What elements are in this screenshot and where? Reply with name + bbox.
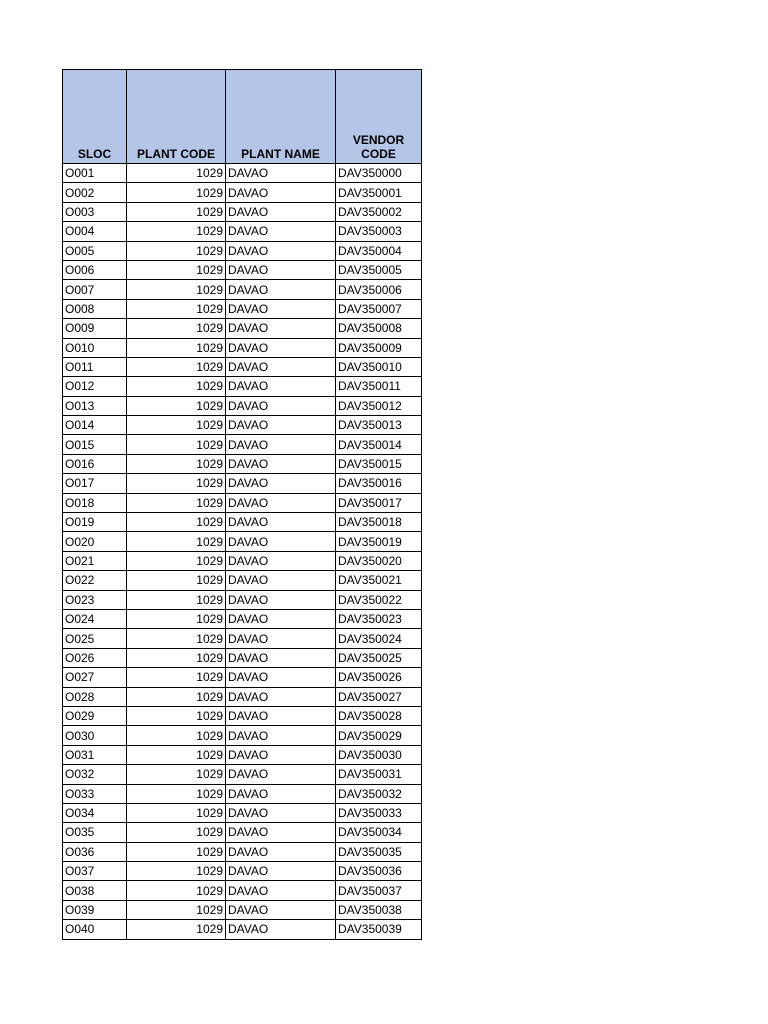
table-row — [63, 493, 422, 512]
table-row — [63, 202, 422, 221]
table-row — [63, 338, 422, 357]
table-row — [63, 900, 422, 919]
cell-sloc: O039 — [63, 900, 127, 919]
cell-plant-name: DAVAO — [226, 532, 336, 551]
cell-plant-name: DAVAO — [226, 900, 336, 919]
cell-sloc: O011 — [63, 357, 127, 376]
table-row — [63, 726, 422, 745]
cell-plant-code: 1029 — [127, 862, 226, 881]
cell-sloc: O008 — [63, 299, 127, 318]
cell-vendor-code: DAV350005 — [336, 260, 422, 279]
header-row — [63, 70, 422, 164]
table-row — [63, 706, 422, 725]
cell-vendor-code: DAV350001 — [336, 183, 422, 202]
table-row — [63, 241, 422, 260]
cell-vendor-code: DAV350002 — [336, 202, 422, 221]
cell-sloc: O037 — [63, 862, 127, 881]
cell-plant-name: DAVAO — [226, 241, 336, 260]
cell-plant-name: DAVAO — [226, 862, 336, 881]
table-row — [63, 784, 422, 803]
cell-sloc: O022 — [63, 571, 127, 590]
cell-plant-name: DAVAO — [226, 609, 336, 628]
cell-plant-name: DAVAO — [226, 784, 336, 803]
cell-vendor-code: DAV350039 — [336, 920, 422, 939]
cell-plant-code: 1029 — [127, 357, 226, 376]
cell-sloc: O038 — [63, 881, 127, 900]
cell-sloc: O001 — [63, 164, 127, 183]
cell-sloc: O006 — [63, 260, 127, 279]
cell-plant-name: DAVAO — [226, 454, 336, 473]
cell-plant-name: DAVAO — [226, 164, 336, 183]
table-row — [63, 532, 422, 551]
cell-plant-name: DAVAO — [226, 765, 336, 784]
table-row — [63, 377, 422, 396]
cell-sloc: O035 — [63, 823, 127, 842]
cell-plant-code: 1029 — [127, 803, 226, 822]
cell-plant-name: DAVAO — [226, 687, 336, 706]
cell-vendor-code: DAV350034 — [336, 823, 422, 842]
cell-plant-code: 1029 — [127, 551, 226, 570]
cell-plant-name: DAVAO — [226, 726, 336, 745]
cell-vendor-code: DAV350003 — [336, 222, 422, 241]
cell-plant-code: 1029 — [127, 571, 226, 590]
cell-vendor-code: DAV350035 — [336, 842, 422, 861]
table-row — [63, 823, 422, 842]
cell-vendor-code: DAV350000 — [336, 164, 422, 183]
header-plant-name: PLANT NAME — [226, 70, 336, 164]
cell-sloc: O024 — [63, 609, 127, 628]
table-row — [63, 668, 422, 687]
cell-vendor-code: DAV350030 — [336, 745, 422, 764]
cell-plant-name: DAVAO — [226, 493, 336, 512]
table-row — [63, 416, 422, 435]
cell-plant-code: 1029 — [127, 474, 226, 493]
header-sloc: SLOC — [63, 70, 127, 164]
cell-plant-code: 1029 — [127, 260, 226, 279]
cell-plant-name: DAVAO — [226, 202, 336, 221]
cell-sloc: O036 — [63, 842, 127, 861]
cell-sloc: O009 — [63, 319, 127, 338]
cell-vendor-code: DAV350018 — [336, 513, 422, 532]
table-row — [63, 881, 422, 900]
cell-plant-name: DAVAO — [226, 377, 336, 396]
cell-plant-code: 1029 — [127, 164, 226, 183]
cell-sloc: O012 — [63, 377, 127, 396]
cell-plant-name: DAVAO — [226, 920, 336, 939]
cell-plant-name: DAVAO — [226, 474, 336, 493]
table-row — [63, 280, 422, 299]
table-row — [63, 474, 422, 493]
table-row — [63, 435, 422, 454]
sloc-table — [62, 69, 422, 940]
cell-vendor-code: DAV350009 — [336, 338, 422, 357]
table-header — [63, 70, 422, 164]
cell-plant-code: 1029 — [127, 319, 226, 338]
cell-plant-name: DAVAO — [226, 222, 336, 241]
cell-plant-code: 1029 — [127, 706, 226, 725]
cell-vendor-code: DAV350012 — [336, 396, 422, 415]
table-row — [63, 260, 422, 279]
table-row — [63, 590, 422, 609]
cell-plant-code: 1029 — [127, 454, 226, 473]
cell-vendor-code: DAV350036 — [336, 862, 422, 881]
table-row — [63, 454, 422, 473]
cell-vendor-code: DAV350031 — [336, 765, 422, 784]
cell-vendor-code: DAV350013 — [336, 416, 422, 435]
cell-vendor-code: DAV350029 — [336, 726, 422, 745]
cell-plant-code: 1029 — [127, 241, 226, 260]
cell-plant-code: 1029 — [127, 299, 226, 318]
table-row — [63, 299, 422, 318]
table-row — [63, 687, 422, 706]
cell-plant-name: DAVAO — [226, 513, 336, 532]
cell-sloc: O020 — [63, 532, 127, 551]
cell-sloc: O005 — [63, 241, 127, 260]
cell-sloc: O031 — [63, 745, 127, 764]
cell-plant-code: 1029 — [127, 920, 226, 939]
cell-plant-name: DAVAO — [226, 280, 336, 299]
table-row — [63, 571, 422, 590]
cell-plant-code: 1029 — [127, 900, 226, 919]
cell-plant-code: 1029 — [127, 823, 226, 842]
header-vendor-code: VENDOR CODE — [336, 70, 422, 164]
cell-vendor-code: DAV350016 — [336, 474, 422, 493]
cell-plant-name: DAVAO — [226, 299, 336, 318]
table-row — [63, 745, 422, 764]
table-row — [63, 648, 422, 667]
cell-plant-name: DAVAO — [226, 396, 336, 415]
cell-plant-code: 1029 — [127, 183, 226, 202]
table-row — [63, 164, 422, 183]
cell-plant-code: 1029 — [127, 493, 226, 512]
cell-sloc: O023 — [63, 590, 127, 609]
header-plant-code: PLANT CODE — [127, 70, 226, 164]
cell-vendor-code: DAV350027 — [336, 687, 422, 706]
cell-vendor-code: DAV350021 — [336, 571, 422, 590]
cell-plant-code: 1029 — [127, 222, 226, 241]
cell-plant-code: 1029 — [127, 765, 226, 784]
cell-plant-name: DAVAO — [226, 842, 336, 861]
cell-sloc: O034 — [63, 803, 127, 822]
cell-plant-name: DAVAO — [226, 745, 336, 764]
cell-plant-code: 1029 — [127, 881, 226, 900]
cell-vendor-code: DAV350032 — [336, 784, 422, 803]
cell-plant-code: 1029 — [127, 590, 226, 609]
cell-vendor-code: DAV350022 — [336, 590, 422, 609]
cell-vendor-code: DAV350015 — [336, 454, 422, 473]
cell-sloc: O013 — [63, 396, 127, 415]
cell-vendor-code: DAV350025 — [336, 648, 422, 667]
cell-plant-name: DAVAO — [226, 571, 336, 590]
cell-plant-name: DAVAO — [226, 590, 336, 609]
cell-sloc: O002 — [63, 183, 127, 202]
cell-plant-name: DAVAO — [226, 435, 336, 454]
table-row — [63, 222, 422, 241]
cell-vendor-code: DAV350024 — [336, 629, 422, 648]
table-row — [63, 862, 422, 881]
cell-sloc: O033 — [63, 784, 127, 803]
cell-sloc: O029 — [63, 706, 127, 725]
cell-plant-code: 1029 — [127, 842, 226, 861]
cell-sloc: O004 — [63, 222, 127, 241]
table-row — [63, 842, 422, 861]
cell-plant-name: DAVAO — [226, 416, 336, 435]
cell-sloc: O019 — [63, 513, 127, 532]
cell-sloc: O030 — [63, 726, 127, 745]
cell-plant-name: DAVAO — [226, 629, 336, 648]
cell-plant-name: DAVAO — [226, 260, 336, 279]
cell-vendor-code: DAV350026 — [336, 668, 422, 687]
cell-plant-code: 1029 — [127, 745, 226, 764]
table-row — [63, 551, 422, 570]
cell-sloc: O018 — [63, 493, 127, 512]
cell-vendor-code: DAV350033 — [336, 803, 422, 822]
cell-plant-code: 1029 — [127, 532, 226, 551]
cell-sloc: O014 — [63, 416, 127, 435]
cell-plant-name: DAVAO — [226, 803, 336, 822]
table-row — [63, 629, 422, 648]
cell-vendor-code: DAV350028 — [336, 706, 422, 725]
cell-plant-name: DAVAO — [226, 319, 336, 338]
cell-plant-name: DAVAO — [226, 881, 336, 900]
table-row — [63, 609, 422, 628]
cell-plant-name: DAVAO — [226, 648, 336, 667]
table-row — [63, 513, 422, 532]
cell-plant-code: 1029 — [127, 202, 226, 221]
table-body — [63, 164, 422, 940]
cell-plant-name: DAVAO — [226, 183, 336, 202]
table-row — [63, 765, 422, 784]
cell-vendor-code: DAV350007 — [336, 299, 422, 318]
cell-sloc: O010 — [63, 338, 127, 357]
cell-sloc: O015 — [63, 435, 127, 454]
table-row — [63, 319, 422, 338]
cell-sloc: O028 — [63, 687, 127, 706]
cell-plant-code: 1029 — [127, 629, 226, 648]
cell-plant-name: DAVAO — [226, 668, 336, 687]
cell-plant-name: DAVAO — [226, 338, 336, 357]
table-row — [63, 357, 422, 376]
cell-sloc: O016 — [63, 454, 127, 473]
cell-plant-code: 1029 — [127, 648, 226, 667]
cell-plant-name: DAVAO — [226, 551, 336, 570]
cell-vendor-code: DAV350038 — [336, 900, 422, 919]
cell-vendor-code: DAV350017 — [336, 493, 422, 512]
cell-sloc: O007 — [63, 280, 127, 299]
cell-plant-code: 1029 — [127, 377, 226, 396]
table-row — [63, 396, 422, 415]
cell-vendor-code: DAV350011 — [336, 377, 422, 396]
cell-plant-code: 1029 — [127, 338, 226, 357]
cell-sloc: O025 — [63, 629, 127, 648]
table-row — [63, 920, 422, 939]
cell-sloc: O003 — [63, 202, 127, 221]
cell-plant-code: 1029 — [127, 416, 226, 435]
cell-plant-code: 1029 — [127, 280, 226, 299]
cell-vendor-code: DAV350006 — [336, 280, 422, 299]
cell-plant-name: DAVAO — [226, 823, 336, 842]
table-row — [63, 183, 422, 202]
cell-vendor-code: DAV350008 — [336, 319, 422, 338]
cell-plant-code: 1029 — [127, 396, 226, 415]
cell-sloc: O021 — [63, 551, 127, 570]
cell-plant-name: DAVAO — [226, 357, 336, 376]
cell-vendor-code: DAV350014 — [336, 435, 422, 454]
cell-plant-code: 1029 — [127, 726, 226, 745]
cell-plant-code: 1029 — [127, 435, 226, 454]
cell-plant-name: DAVAO — [226, 706, 336, 725]
cell-vendor-code: DAV350037 — [336, 881, 422, 900]
cell-plant-code: 1029 — [127, 513, 226, 532]
cell-sloc: O017 — [63, 474, 127, 493]
table-row — [63, 803, 422, 822]
cell-vendor-code: DAV350004 — [336, 241, 422, 260]
cell-sloc: O032 — [63, 765, 127, 784]
cell-plant-code: 1029 — [127, 687, 226, 706]
cell-vendor-code: DAV350019 — [336, 532, 422, 551]
cell-vendor-code: DAV350010 — [336, 357, 422, 376]
cell-plant-code: 1029 — [127, 609, 226, 628]
cell-plant-code: 1029 — [127, 668, 226, 687]
cell-vendor-code: DAV350020 — [336, 551, 422, 570]
cell-sloc: O027 — [63, 668, 127, 687]
cell-plant-code: 1029 — [127, 784, 226, 803]
cell-vendor-code: DAV350023 — [336, 609, 422, 628]
cell-sloc: O026 — [63, 648, 127, 667]
cell-sloc: O040 — [63, 920, 127, 939]
